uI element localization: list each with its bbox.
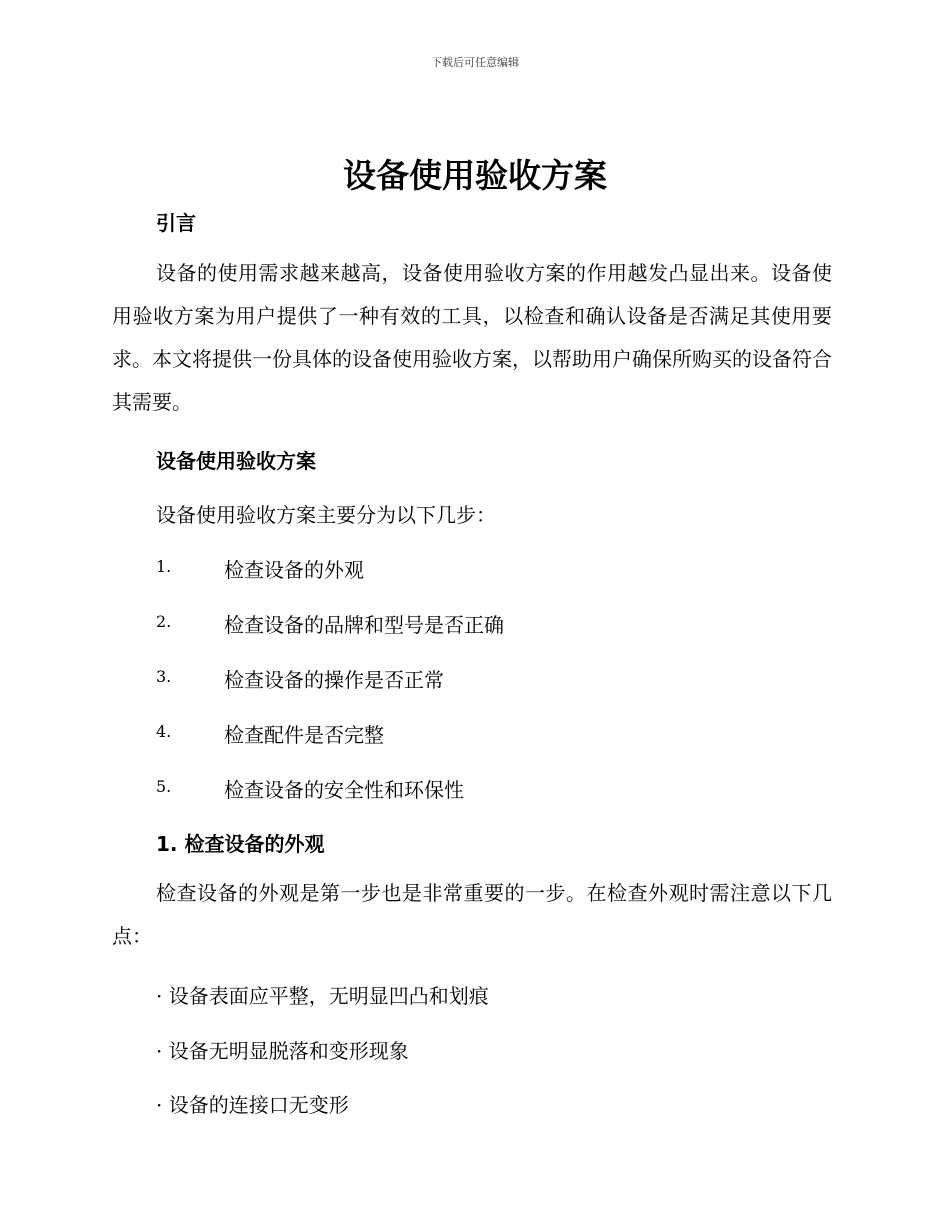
bullet-point: · 设备表面应平整，无明显凹凸和划痕 <box>156 984 489 1008</box>
step-text: 检查设备的安全性和环保性 <box>224 778 464 802</box>
intro-heading: 引言 <box>156 211 196 235</box>
step1-paragraph: 检查设备的外观是第一步也是非常重要的一步。在检查外观时需注意以下几点： <box>112 881 832 948</box>
step-text: 检查设备的品牌和型号是否正确 <box>224 613 504 637</box>
bullet-point: · 设备无明显脱落和变形现象 <box>156 1039 409 1063</box>
step1-heading: 1. 检查设备的外观 <box>156 832 325 856</box>
plan-heading: 设备使用验收方案 <box>156 449 316 473</box>
intro-paragraph: 设备的使用需求越来越高，设备使用验收方案的作用越发凸显出来。设备使用验收方案为用户提供了一种有效的工具，以检查和确认设备是否满足其使用要求。本文将提供一份具体的设备使用验收方案，以帮助用户确保所购买的设备符合其需要。 <box>112 261 832 414</box>
step-text: 检查配件是否完整 <box>224 723 384 747</box>
step-text: 检查设备的操作是否正常 <box>224 668 444 692</box>
step-number: 3. <box>156 667 172 686</box>
step-number: 1. <box>156 557 172 576</box>
bullet-point: · 设备的连接口无变形 <box>156 1093 349 1117</box>
step-number: 4. <box>156 722 172 741</box>
step-number: 5. <box>156 777 172 796</box>
document-title: 设备使用验收方案 <box>343 156 607 195</box>
plan-lead-text: 设备使用验收方案主要分为以下几步： <box>156 503 496 527</box>
step-number: 2. <box>156 612 172 631</box>
header-note: 下载后可任意编辑 <box>431 56 519 69</box>
step-text: 检查设备的外观 <box>224 558 364 582</box>
